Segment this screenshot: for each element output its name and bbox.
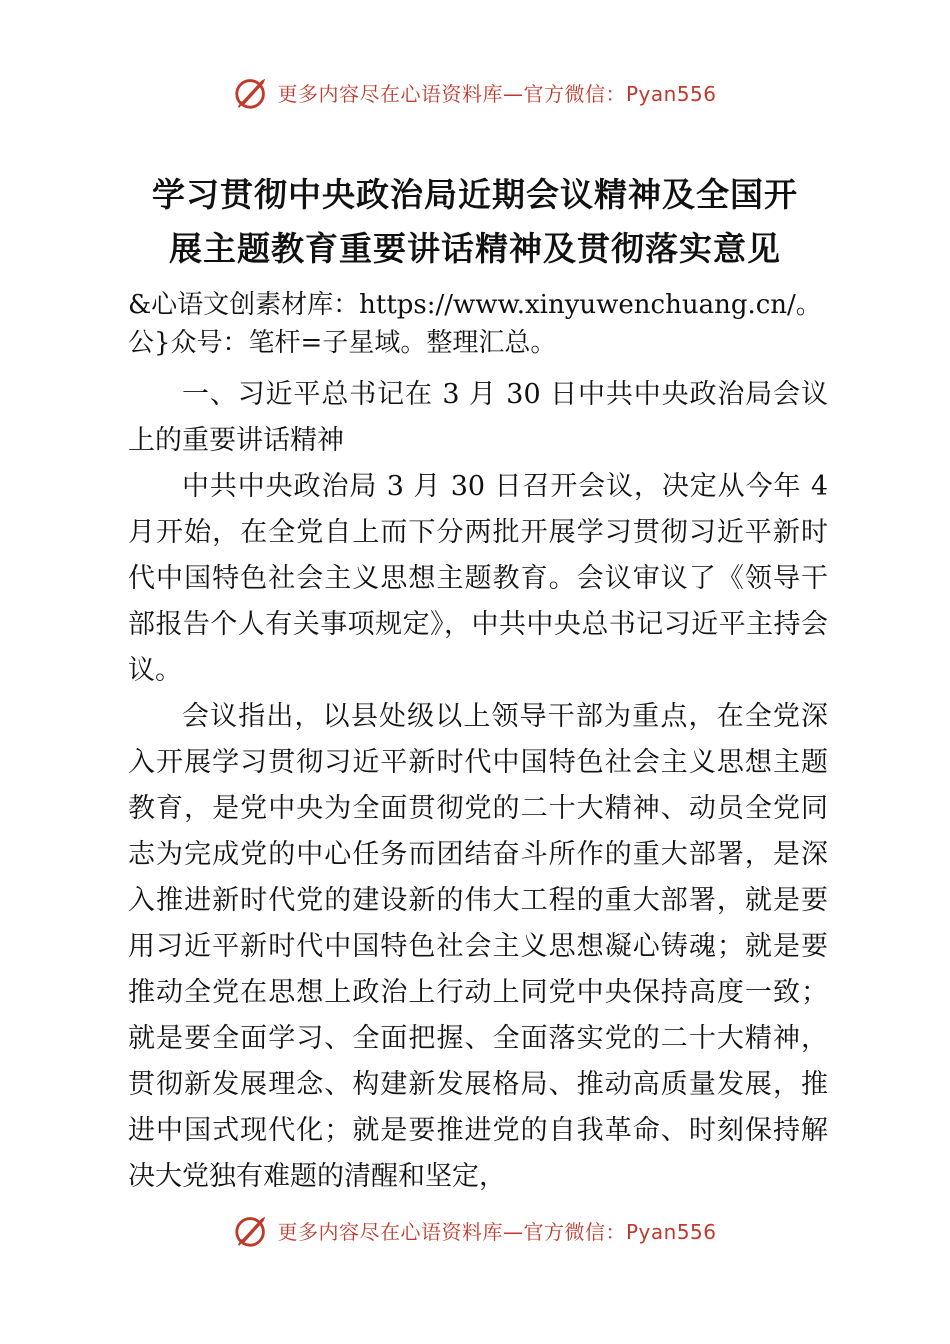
wechat-id: Pyan556 [625, 1219, 717, 1244]
document-title [0, 168, 950, 276]
footer-banner [0, 1210, 950, 1250]
header-banner [0, 72, 950, 112]
banner-text: 更多内容尽在心语资料库—官方微信：Pyan556 [277, 81, 717, 106]
title-line-2: 展主题教育重要讲话精神及贯彻落实意见 [169, 229, 781, 268]
title-line-1: 学习贯彻中央政治局近期会议精神及全国开 [152, 175, 798, 214]
wechat-id: Pyan556 [625, 81, 717, 106]
paragraph: 中共中央政治局 3 月 30 日召开会议，决定从今年 4 月开始，在全党自上而下分两批开展学习贯彻习近平新时代中国特色社会主义思想主题教育。会议审议了《领导干部报告个人有关事项规定》，中共中央总书记习近平主持会议。 [128, 471, 828, 686]
quill-pen-logo-icon [233, 73, 271, 111]
source-line-1: &心语文创素材库：https://www.xinyuwenchuang.cn/。 [128, 290, 822, 320]
source-note [128, 286, 828, 362]
document-body [128, 286, 828, 1200]
quill-pen-logo-icon [233, 1211, 271, 1249]
source-line-2: 公}众号：笔杆=子星域。整理汇总。 [128, 328, 557, 358]
section-heading: 一、习近平总书记在 3 月 30 日中共中央政治局会议上的重要讲话精神 [128, 379, 828, 456]
banner-text: 更多内容尽在心语资料库—官方微信：Pyan556 [277, 1219, 717, 1244]
paragraph: 会议指出，以县处级以上领导干部为重点，在全党深入开展学习贯彻习近平新时代中国特色社会主义思想主题教育，是党中央为全面贯彻党的二十大精神、动员全党同志为完成党的中心任务而团结奋斗所作的重大部署，是深入推进新时代党的建设新的伟大工程的重大部署，就是要用习近平新时代中国特色社会主义思想凝心铸魂；就是要推动全党在思想上政治上行动上同党中央保持高度一致；就是要全面学习、全面把握、全面落实党的二十大精神，贯彻新发展理念、构建新发展格局、推动高质量发展，推进中国式现代化；就是要推进党的自我革命、时刻保持解决大党独有难题的清醒和坚定， [128, 701, 828, 1192]
